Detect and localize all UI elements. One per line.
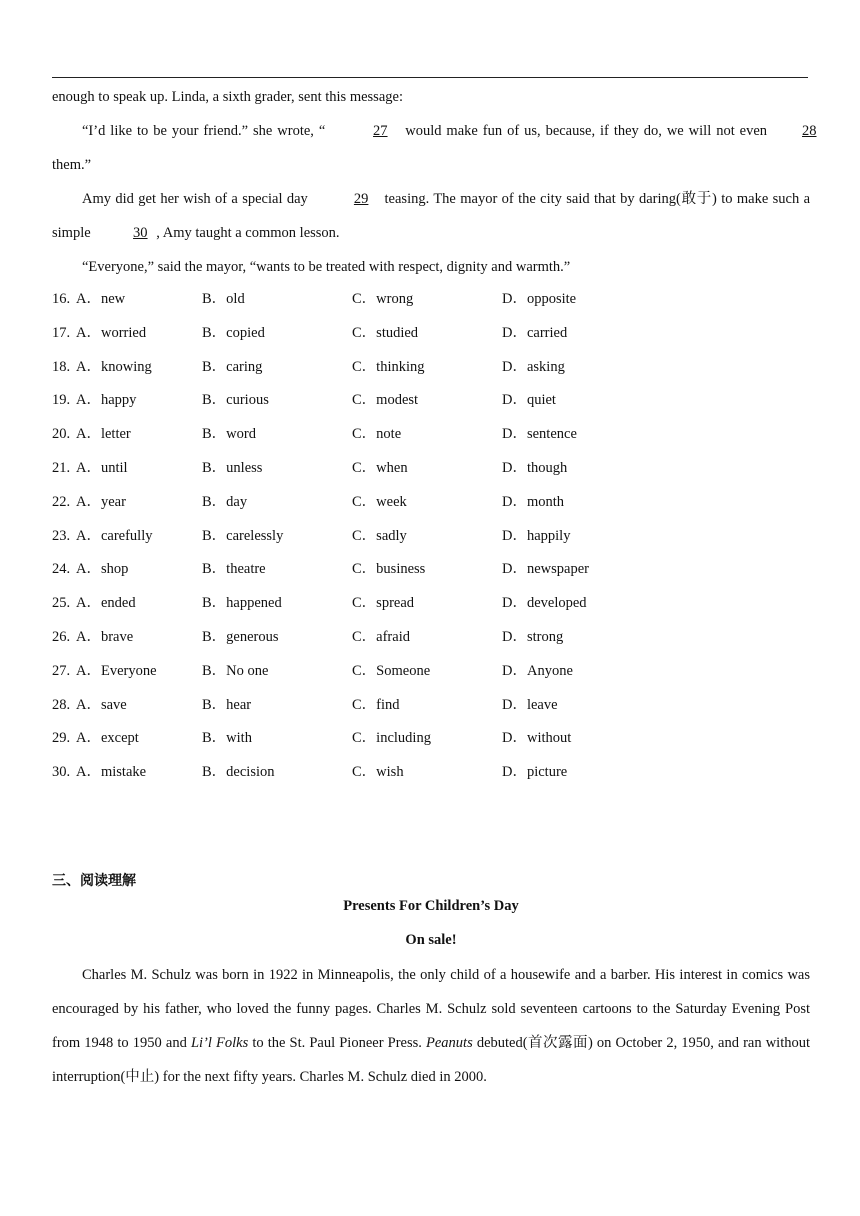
question-row [52,424,812,444]
option-d: D．opposite [502,291,577,307]
option-c: C．including [352,730,431,747]
option-c: C．studied [352,324,419,341]
question-number: 19. [52,392,71,409]
option-c: C．afraid [352,629,410,645]
option-d: D．quiet [502,392,556,409]
option-d: D．newspaper [502,561,589,578]
option-d: D．sentence [502,426,577,443]
option-d: D．happily [502,527,571,544]
option-d: D．carried [502,324,568,341]
question-number: 22. [52,493,71,510]
option-d: D．strong [502,629,564,645]
option-b: B．day [202,493,248,510]
option-a: A．knowing [76,358,152,375]
option-c: C．modest [352,392,419,409]
question-row [52,323,812,343]
option-a: A．save [76,696,127,713]
option-b: B．with [202,730,252,747]
question-number: 17. [52,324,71,341]
question-row [52,289,812,309]
option-a: A．carefully [76,527,153,544]
blank-29: 29 [353,191,369,207]
option-d: D．asking [502,358,565,375]
question-row [52,526,812,546]
question-row [52,458,812,478]
question-number: 24. [52,561,71,578]
option-c: C．thinking [352,358,425,375]
article-body: Charles M. Schulz was born in 1922 in Minneapolis, the only child of a housewife and a barber. His interest in comics was encouraged by his father, who loved the funny pages. Charles M. Schulz sold seventeen cartoons to the Saturday Evening Post from 1948 to 1950 and Li’l Folks to the St. Paul Pioneer Press. Peanuts debuted(首次露面) on October 2, 1950, and ran without interruption(中止) for the next fifty years. Charles M. Schulz died in 2000. [52,967,811,1085]
option-d: D．Anyone [502,662,573,679]
option-a: A．letter [76,426,131,443]
question-number: 16. [52,291,71,307]
option-b: B．old [202,291,245,307]
option-a: A．Everyone [76,662,157,679]
question-row [52,661,812,681]
option-b: B．happened [202,595,282,612]
question-number: 21. [52,460,71,476]
blank-28: 28 [802,123,817,139]
option-b: B．decision [202,764,275,781]
option-b: B．carelessly [202,527,284,544]
option-a: A．worried [76,324,147,341]
option-d: D．month [502,493,565,510]
option-b: B．caring [202,358,263,375]
question-number: 23. [52,527,71,544]
question-row [52,559,812,579]
option-b: B．No one [202,662,269,679]
option-b: B．word [202,426,256,443]
question-row [52,390,812,410]
option-c: C．sadly [352,527,407,544]
passage-paragraph-4: “Everyone,” said the mayor, “wants to be treated with respect, dignity and warmth.” [82,259,571,275]
header-rule [52,77,808,78]
question-number: 18. [52,358,71,375]
question-row [52,492,812,512]
section-heading: 三、阅读理解 [52,873,136,889]
option-b: B．unless [202,460,263,476]
option-a: A．mistake [76,764,147,781]
question-number: 27. [52,662,71,679]
option-d: D．developed [502,595,587,612]
option-c: C．spread [352,595,415,612]
option-c: C．week [352,493,407,510]
passage-paragraph-3: Amy did get her wish of a special day 29 teasing. The mayor of the city said that by daring(敢于) to make such a simple 30 , Amy taught a common lesson. [52,182,810,250]
option-a: A．happy [76,392,137,409]
question-number: 30. [52,764,71,781]
question-row [52,357,812,377]
option-c: C．note [352,426,402,443]
question-number: 25. [52,595,71,612]
option-d: D．without [502,730,572,747]
option-a: A．brave [76,629,134,645]
option-c: C．Someone [352,662,431,679]
passage-line-1: enough to speak up. Linda, a sixth grader, sent this message: [52,89,403,105]
option-a: A．until [76,460,128,476]
option-d: D．leave [502,696,558,713]
option-a: A．shop [76,561,129,578]
article-title: Presents For Children’s Day [343,898,519,914]
option-c: C．business [352,561,426,578]
question-row [52,728,812,748]
blank-30: 30 [133,225,148,241]
question-number: 20. [52,426,71,443]
option-d: D．though [502,460,568,476]
question-number: 26. [52,629,71,645]
question-row [52,695,812,715]
question-row [52,762,812,782]
option-a: A．year [76,493,126,510]
article-subtitle: On sale! [405,932,457,948]
option-a: A．ended [76,595,136,612]
option-a: A．new [76,291,126,307]
question-row [52,593,812,613]
option-d: D．picture [502,764,568,781]
option-c: C．wrong [352,291,414,307]
question-number: 28. [52,696,71,713]
option-b: B．copied [202,324,265,341]
option-c: C．wish [352,764,404,781]
option-c: C．when [352,460,408,476]
passage-paragraph-2: “I’d like to be your friend.” she wrote, “ 27 would make fun of us, because, if they do, we will not even 28 them.” [52,114,810,182]
option-c: C．find [352,696,400,713]
option-b: B．hear [202,696,252,713]
option-a: A．except [76,730,139,747]
question-row [52,627,812,647]
option-b: B．curious [202,392,269,409]
option-b: B．theatre [202,561,266,578]
question-number: 29. [52,730,71,747]
option-b: B．generous [202,629,279,645]
blank-27: 27 [373,123,388,139]
